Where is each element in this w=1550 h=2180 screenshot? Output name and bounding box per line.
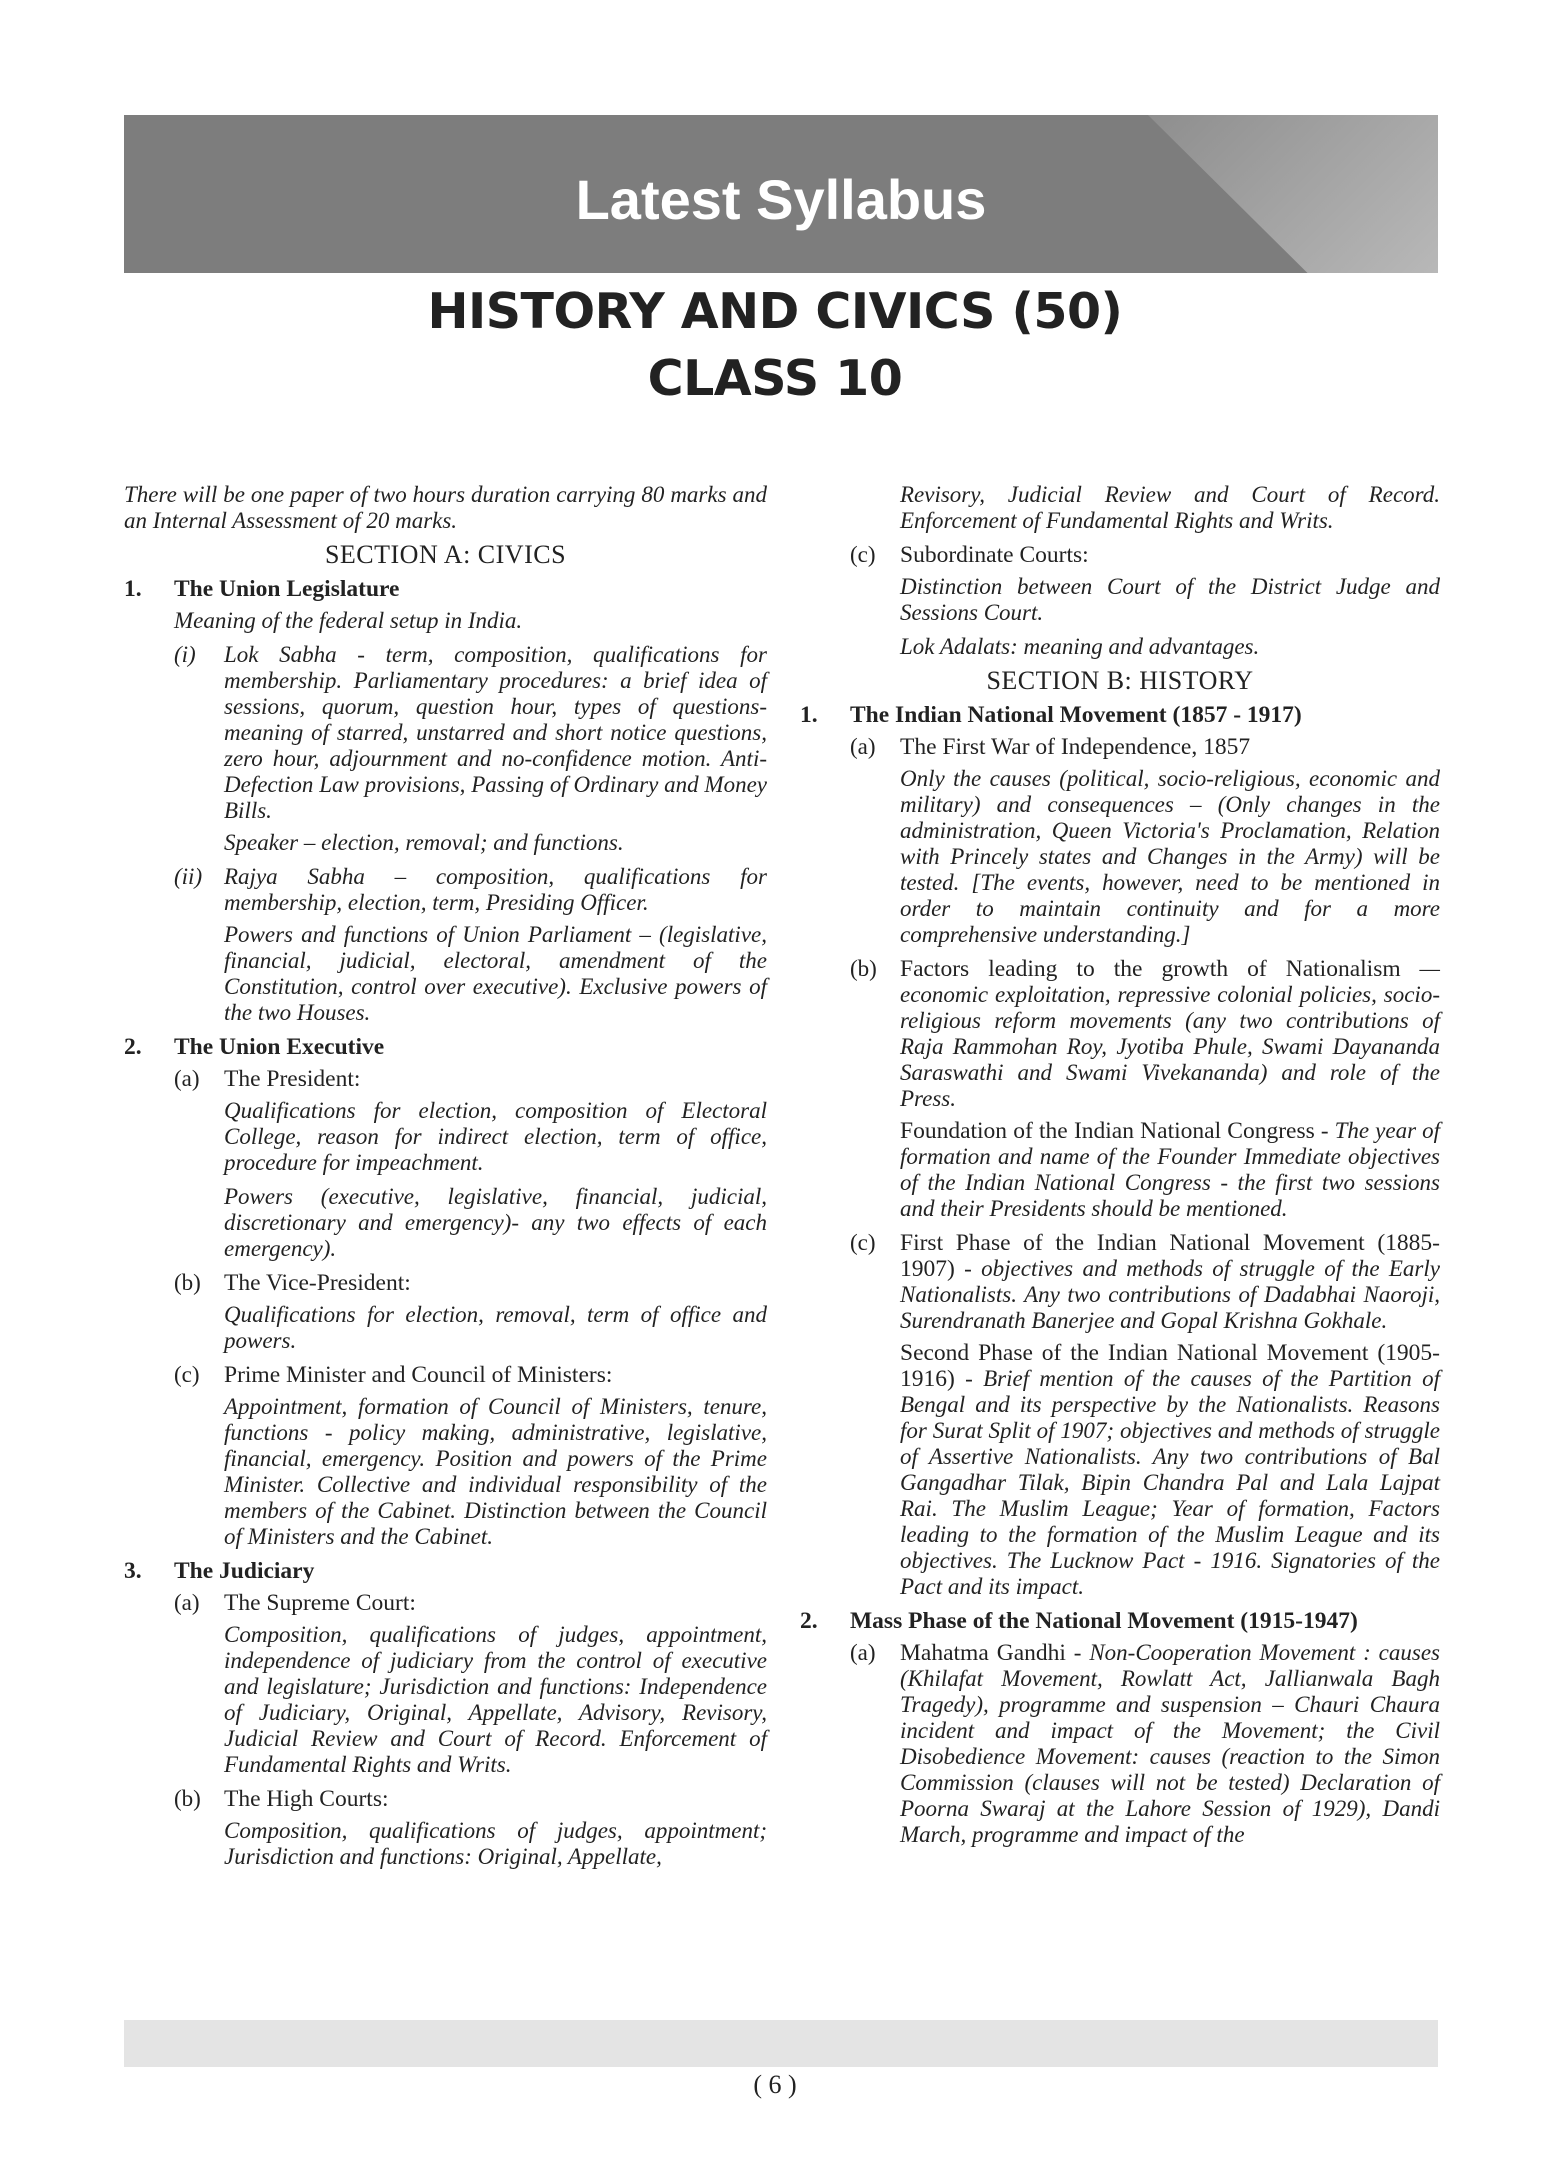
subtopic-supreme-court: (a) The Supreme Court: [174, 1590, 416, 1616]
topic-indian-national-movement: 1. The Indian National Movement (1857 - 1917) [800, 702, 1302, 728]
prime-minister-text: Appointment, formation of Council of Ministers, tenure, functions - policy making, administrative, legislative, financial, emergency. Position and powers of the Prime Minister. Collective and individual responsibility of the members of the Cabinet. Distinction between the Council of Ministers and the Cabinet. [224, 1394, 767, 1549]
subtopic-mahatma-gandhi: (a) Mahatma Gandhi - Non-Cooperation Movement : causes (Khilafat Movement, Rowlatt Act, Jallianwala Bagh Tragedy), programme and suspension – Chauri Chaura incident and impact of the Movement; the Civil Disobedience Movement: causes (reaction to the Simon Commission (clauses will not be tested) Declaration of Poorna Swaraj at the Lahore Session of 1929), Dandi March, programme and impact of the [850, 1640, 1441, 1847]
vice-president-text: Qualifications for election, removal, term of office and powers. [224, 1302, 767, 1353]
subtopic-high-courts: (b) The High Courts: [174, 1786, 389, 1812]
nationalism-label: Factors leading to the growth of Nationalism [900, 956, 1401, 982]
subtopic-nationalism: (b) Factors leading to the growth of Nationalism — economic exploitation, repressive colonial policies, socio-religious reform movements (any two contributions of Raja Rammohan Roy, Jyotiba Phule, Swami Dayananda Saraswathi and Swami Vivekananda) and role of the Press. [850, 956, 1440, 1111]
lok-adalats-text: Lok Adalats: meaning and advantages. [900, 634, 1260, 659]
subtopic-prime-minister: (c) Prime Minister and Council of Ministers: [174, 1362, 613, 1388]
subtopic-first-phase: (c) First Phase of the Indian National Movement (1885-1907) - objectives and methods of struggle of the Early Nationalists. Any two contributions of Dadabhai Naoroji, Surendranath Banerjee and Gopal Krishna Gokhale. [850, 1230, 1440, 1333]
subtopic-vice-president: (b) The Vice-President: [174, 1270, 411, 1296]
footer-bar [124, 2020, 1438, 2067]
second-phase: Second Phase of the Indian National Movement (1905-1916) - Brief mention of the causes of the Partition of Bengal and its perspective by the Nationalists. Reasons for Surat Split of 1907; objectives and methods of struggle of Assertive Nationalists. Any two contributions of Bal Gangadhar Tilak, Bipin Chandra Pal and Lala Lajpat Rai. The Muslim League; Year of formation, Factors leading to the formation of the Muslim League and its objectives. The Lucknow Pact - 1916. Signatories of the Pact and its impact. [900, 1340, 1440, 1599]
topic-desc: Meaning of the federal setup in India. [174, 608, 523, 633]
gandhi-text: - Non-Cooperation Movement : causes (Khilafat Movement, Rowlatt Act, Jallianwala Bagh Tragedy), programme and suspension – Chauri Chaura incident and impact of the Movement; the Civil Disobedience Movement: causes (reaction to the Simon Commission (clauses will not be tested) Declaration of Poorna Swaraj at the Lahore Session of 1929), Dandi March, programme and impact of the [900, 1640, 1441, 1847]
nationalism-text: — economic exploitation, repressive colonial policies, socio-religious reform movements (any two contributions of Raja Rammohan Roy, Jyotiba Phule, Swami Dayananda Saraswathi and Swami Vivekananda) and role of the Press. [900, 956, 1440, 1111]
congress-foundation: Foundation of the Indian National Congress - The year of formation and name of the Founder Immediate objectives of the Indian National Congress - the first two sessions and their Presidents should be mentioned. [900, 1118, 1440, 1221]
president-powers-text: Powers (executive, legislative, financial, judicial, discretionary and emergency)- any two effects of each emergency). [224, 1184, 767, 1261]
first-phase-label: First Phase of the Indian National Movement (1885-1907) [900, 1230, 1440, 1282]
left-column [124, 482, 767, 1878]
topic-union-legislature: 1. The Union Legislature [124, 576, 400, 602]
intro-text: There will be one paper of two hours duration carrying 80 marks and an Internal Assessment of 20 marks. [124, 482, 767, 533]
syllabus-banner [124, 115, 1438, 273]
subtopic-president: (a) The President: [174, 1066, 361, 1092]
subordinate-courts-text: Distinction between Court of the District Judge and Sessions Court. [900, 574, 1440, 625]
parliament-powers-text: Powers and functions of Union Parliament – (legislative, financial, judicial, electoral, amendment of the Constitution, control over executive). Exclusive powers of the two Houses. [224, 922, 767, 1025]
section-b-title: SECTION B: HISTORY [986, 666, 1254, 695]
supreme-court-text: Composition, qualifications of judges, appointment, independence of judiciary from the control of executive and legislature; Jurisdiction and functions: Independence of Judiciary, Original, Appellate, Advisory, Revisory, Judicial Review and Court of Record. Enforcement of Fundamental Rights and Writs. [224, 1622, 767, 1777]
high-courts-text-cont: Revisory, Judicial Review and Court of Record. Enforcement of Fundamental Rights and Writs. [900, 482, 1440, 533]
section-a-title: SECTION A: CIVICS [324, 540, 567, 569]
subtopic-rajya-sabha: (ii) Rajya Sabha – composition, qualifications for membership, election, term, Presiding Officer. [174, 864, 767, 915]
subtopic-subordinate-courts: (c) Subordinate Courts: [850, 542, 1089, 568]
first-war-text: Only the causes (political, socio-religious, economic and military) and consequences – (Only changes in the administration, Queen Victoria's Proclamation, Relation with Princely states and Changes in the Army) will be tested. [The events, however, need to be mentioned in order to maintain continuity and for a more comprehensive understanding.] [900, 766, 1440, 947]
topic-mass-phase: 2. Mass Phase of the National Movement (1915-1947) [800, 1608, 1358, 1634]
class-title: CLASS 10 [647, 350, 903, 407]
right-column [800, 482, 1440, 1854]
gandhi-label: Mahatma Gandhi [900, 1640, 1066, 1666]
subtopic-lok-sabha: (i) Lok Sabha - term, composition, qualifications for membership. Parliamentary procedures: a brief idea of sessions, quorum, question hour, types of questions-meaning of starred, unstarred and short notice questions, zero hour, adjournment and no-confidence motion. Anti-Defection Law provisions, Passing of Ordinary and Money Bills. [174, 642, 767, 823]
subject-title: HISTORY AND CIVICS (50) [427, 283, 1123, 340]
banner-title: Latest Syllabus [575, 168, 987, 231]
subtopic-first-war: (a) The First War of Independence, 1857 [850, 734, 1251, 760]
topic-judiciary: 3. The Judiciary [124, 1558, 315, 1584]
president-text: Qualifications for election, composition of Electoral College, reason for indirect election, term of office, procedure for impeachment. [224, 1098, 767, 1175]
topic-union-executive: 2. The Union Executive [124, 1034, 385, 1060]
first-phase-text: - objectives and methods of struggle of the Early Nationalists. Any two contributions of Dadabhai Naoroji, Surendranath Banerjee and Gopal Krishna Gokhale. [900, 1256, 1440, 1333]
high-courts-text: Composition, qualifications of judges, appointment; Jurisdiction and functions: Original, Appellate, [224, 1818, 767, 1869]
speaker-text: Speaker – election, removal; and functions. [224, 830, 624, 855]
page-number: ( 6 ) [753, 2070, 797, 2099]
